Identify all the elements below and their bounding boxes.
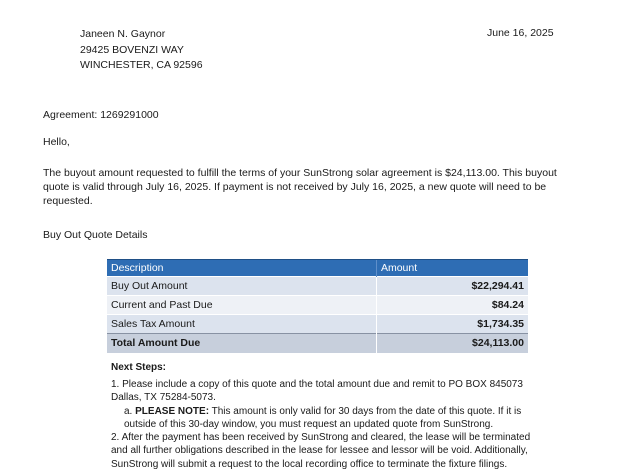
- recipient-name: Janeen N. Gaynor: [80, 28, 166, 40]
- total-row: [107, 334, 528, 353]
- row-description: Current and Past Due: [107, 296, 376, 315]
- step-1a-text: This amount is only valid for 30 days from the date of this quote. If it is outside of this 30-day window, you must request an updated quote from SunStrong.: [124, 405, 522, 430]
- step-1: 1. Please include a copy of this quote and the total amount due and remit to PO BOX 845073 Dallas, TX 75284-5073.: [111, 379, 523, 404]
- table-row: [107, 277, 528, 296]
- step-2: 2. After the payment has been received by SunStrong and cleared, the lease will be terminated and all further obligations described in the lease for lessee and lessor will be void. Additionally, SunStrong will submit a request to the local recording office to terminate the fixture filings.: [111, 432, 531, 470]
- row-amount: $22,294.41: [376, 277, 528, 296]
- recipient-street: 29425 BOVENZI WAY: [80, 43, 184, 56]
- row-description: Sales Tax Amount: [107, 315, 376, 334]
- quote-details-title: Buy Out Quote Details: [43, 229, 148, 241]
- next-steps-list: [111, 378, 536, 471]
- table-row: [107, 315, 528, 334]
- quote-table: [107, 259, 528, 353]
- next-steps-title: Next Steps:: [111, 362, 167, 373]
- recipient-city-line: WINCHESTER, CA 92596: [80, 59, 203, 71]
- letter-date: June 16, 2025: [487, 27, 554, 39]
- quote-table-header: [107, 260, 528, 277]
- greeting: Hello,: [43, 136, 70, 148]
- agreement-number: Agreement: 1269291000: [43, 109, 159, 121]
- step-1a-prefix: a.: [124, 405, 136, 417]
- row-description: Buy Out Amount: [107, 277, 376, 296]
- step-1a-label: PLEASE NOTE:: [135, 405, 210, 417]
- step-1a: [111, 405, 536, 432]
- header-amount: Amount: [376, 260, 528, 277]
- body-paragraph: The buyout amount requested to fulfill the terms of your SunStrong solar agreement is $24,113.00. This buyout quote is valid through July 16, 2025. If payment is not received by July 16, 2025, a new quote will need to be requested.: [43, 167, 557, 207]
- row-amount: $1,734.35: [376, 315, 528, 334]
- recipient-address: [80, 27, 203, 74]
- row-amount: $84.24: [376, 296, 528, 315]
- header-description: Description: [107, 260, 376, 277]
- table-row: [107, 296, 528, 315]
- total-amount: $24,113.00: [376, 334, 528, 353]
- total-description: Total Amount Due: [107, 334, 376, 353]
